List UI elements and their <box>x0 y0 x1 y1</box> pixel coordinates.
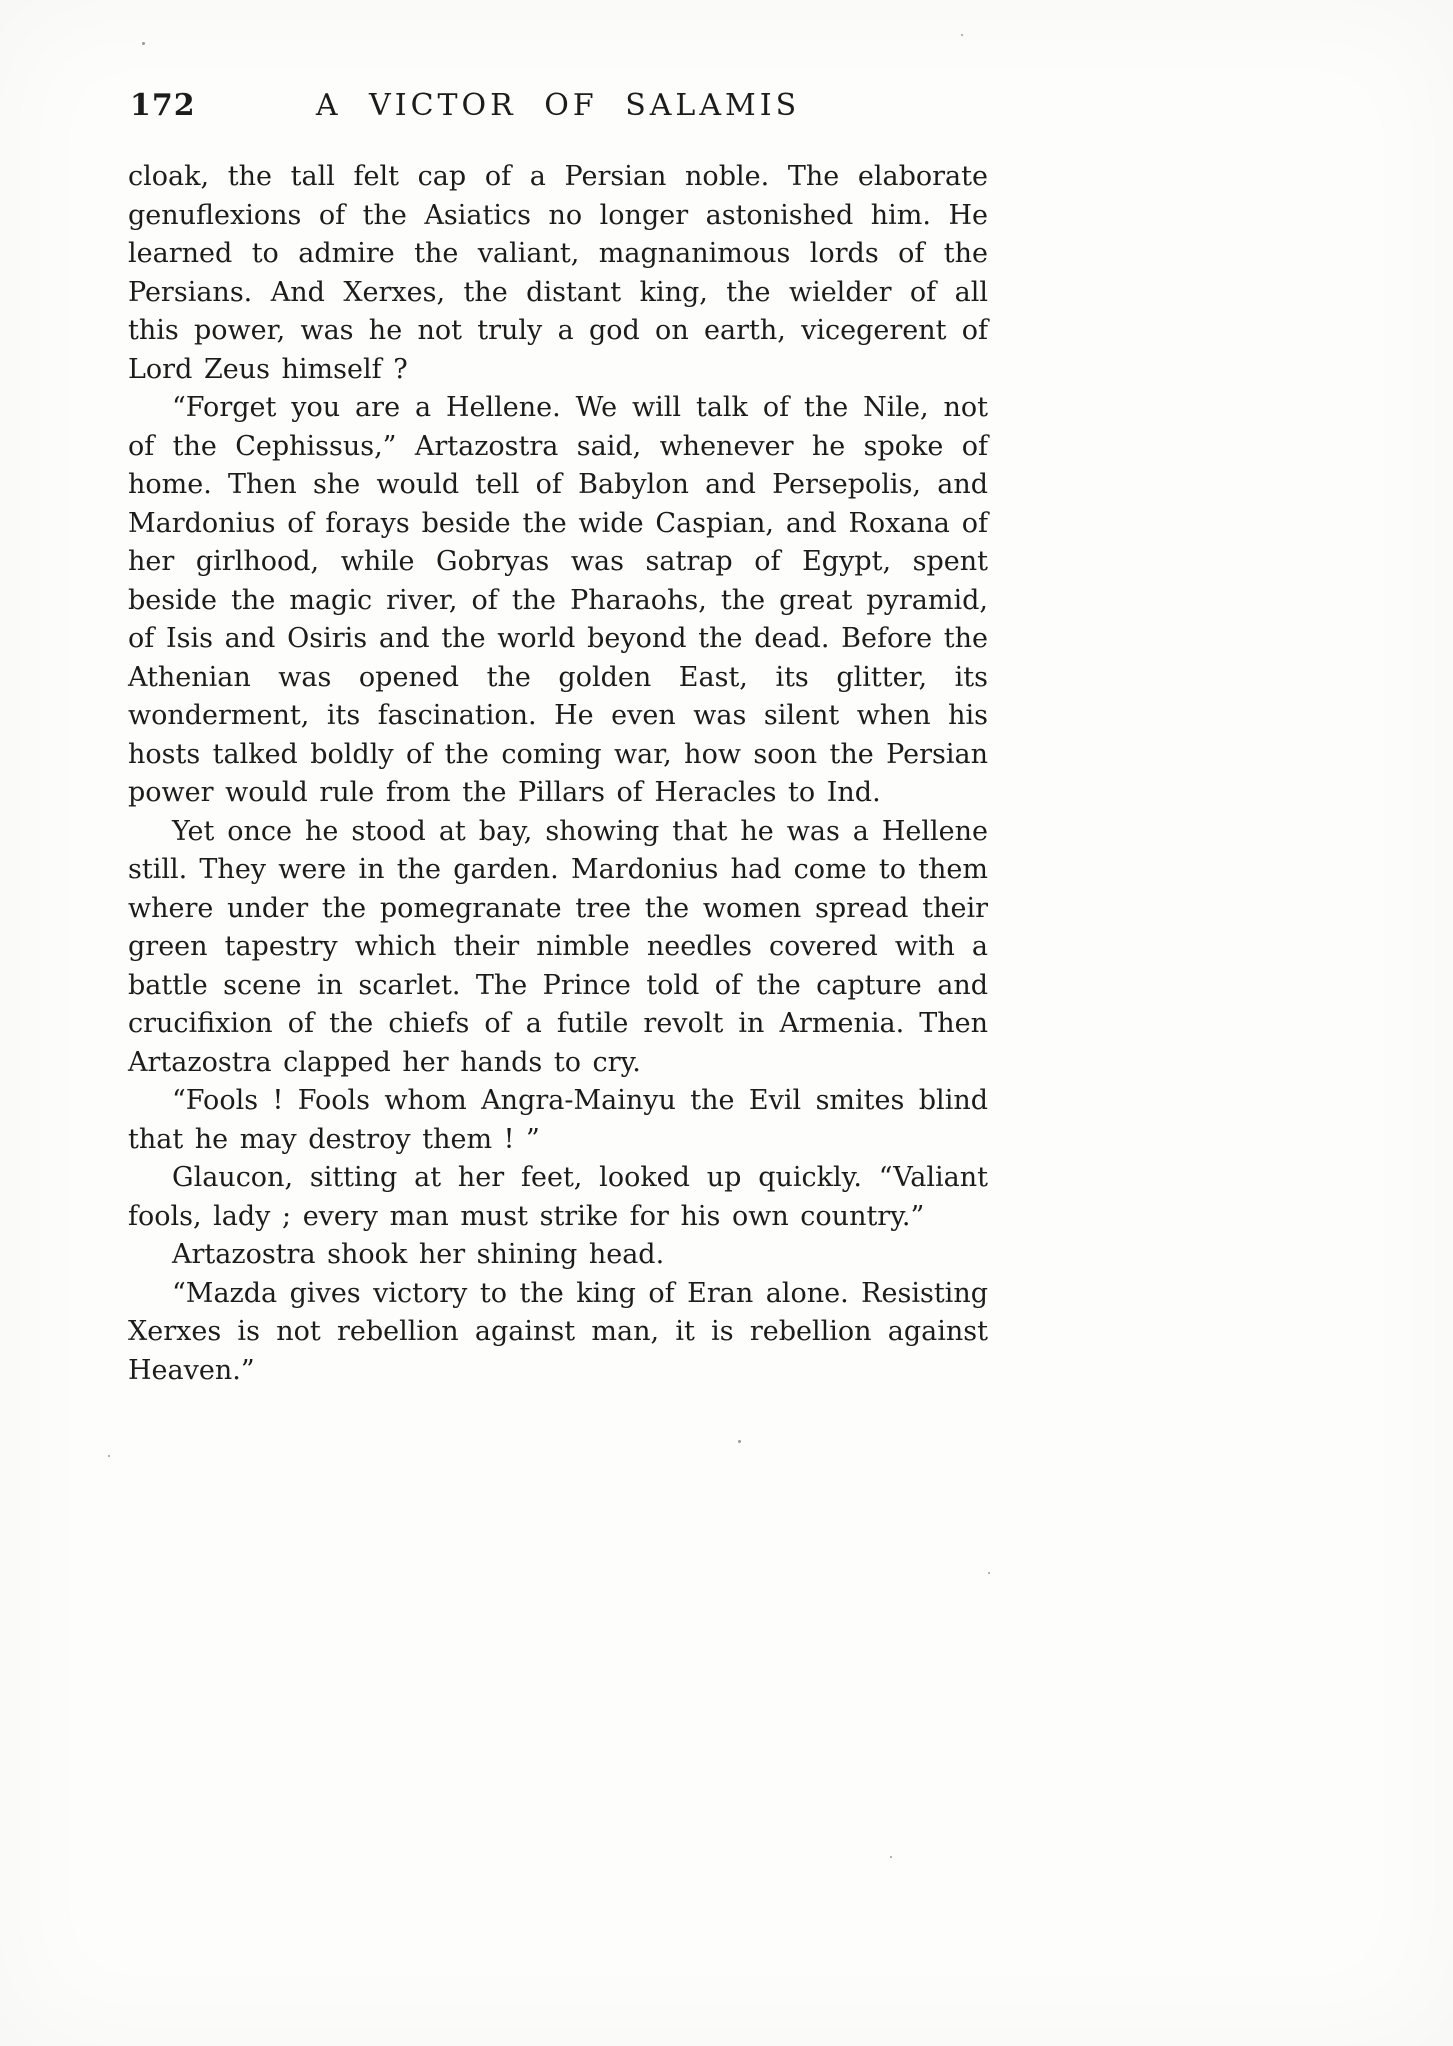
paragraph: Yet once he stood at bay, showing that he was a Hellene still. They were in the garden. Mardonius had come to them where under the pomegranate tree the women spread their green tapestry which their nimble needles covered with a battle scene in scarlet. The Prince told of the capture and crucifixion of the chiefs of a futile revolt in Armenia. Then Artazostra clapped her hands to cry. <box>128 815 988 1078</box>
paragraph: “Mazda gives victory to the king of Eran alone. Resisting Xerxes is not rebellion against man, it is rebellion against Heaven.” <box>128 1277 988 1386</box>
page-content <box>128 88 988 1390</box>
scan-speck <box>890 1856 892 1858</box>
scan-speck <box>142 42 145 45</box>
page-header <box>128 88 988 132</box>
page-body <box>128 158 988 1390</box>
paragraph: “Forget you are a Hellene. We will talk of the Nile, not of the Cephissus,” Artazostra said, whenever he spoke of home. Then she would tell of Babylon and Persepolis, and Mardonius of forays beside the wide Caspian, and Roxana of her girlhood, while Gobryas was satrap of Egypt, spent beside the magic river, of the Pharaohs, the great pyramid, of Isis and Osiris and the world beyond the dead. Before the Athenian was opened the golden East, its glitter, its wonderment, its fascination. He even was silent when his hosts talked boldly of the coming war, how soon the Persian power would rule from the Pillars of Heracles to Ind. <box>128 392 988 808</box>
paragraph: Artazostra shook her shining head. <box>172 1239 665 1270</box>
scan-speck <box>988 1572 990 1574</box>
paragraph: “Fools ! Fools whom Angra-Mainyu the Evil smites blind that he may destroy them ! ” <box>128 1085 988 1155</box>
scan-speck <box>108 1455 110 1457</box>
paragraph: Glaucon, sitting at her feet, looked up quickly. “Valiant fools, lady ; every man must strike for his own country.” <box>128 1162 988 1232</box>
running-title: A VICTOR OF SALAMIS <box>315 88 801 123</box>
paragraph: cloak, the tall felt cap of a Persian noble. The elaborate genuflexions of the Asiatics no longer astonished him. He learned to admire the valiant, magnanimous lords of the Persians. And Xerxes, the distant king, the wielder of all this power, was he not truly a god on earth, vicegerent of Lord Zeus himself ? <box>128 161 988 385</box>
page-number: 172 <box>130 88 196 123</box>
scan-speck <box>738 1440 741 1443</box>
scan-speck <box>961 34 963 36</box>
